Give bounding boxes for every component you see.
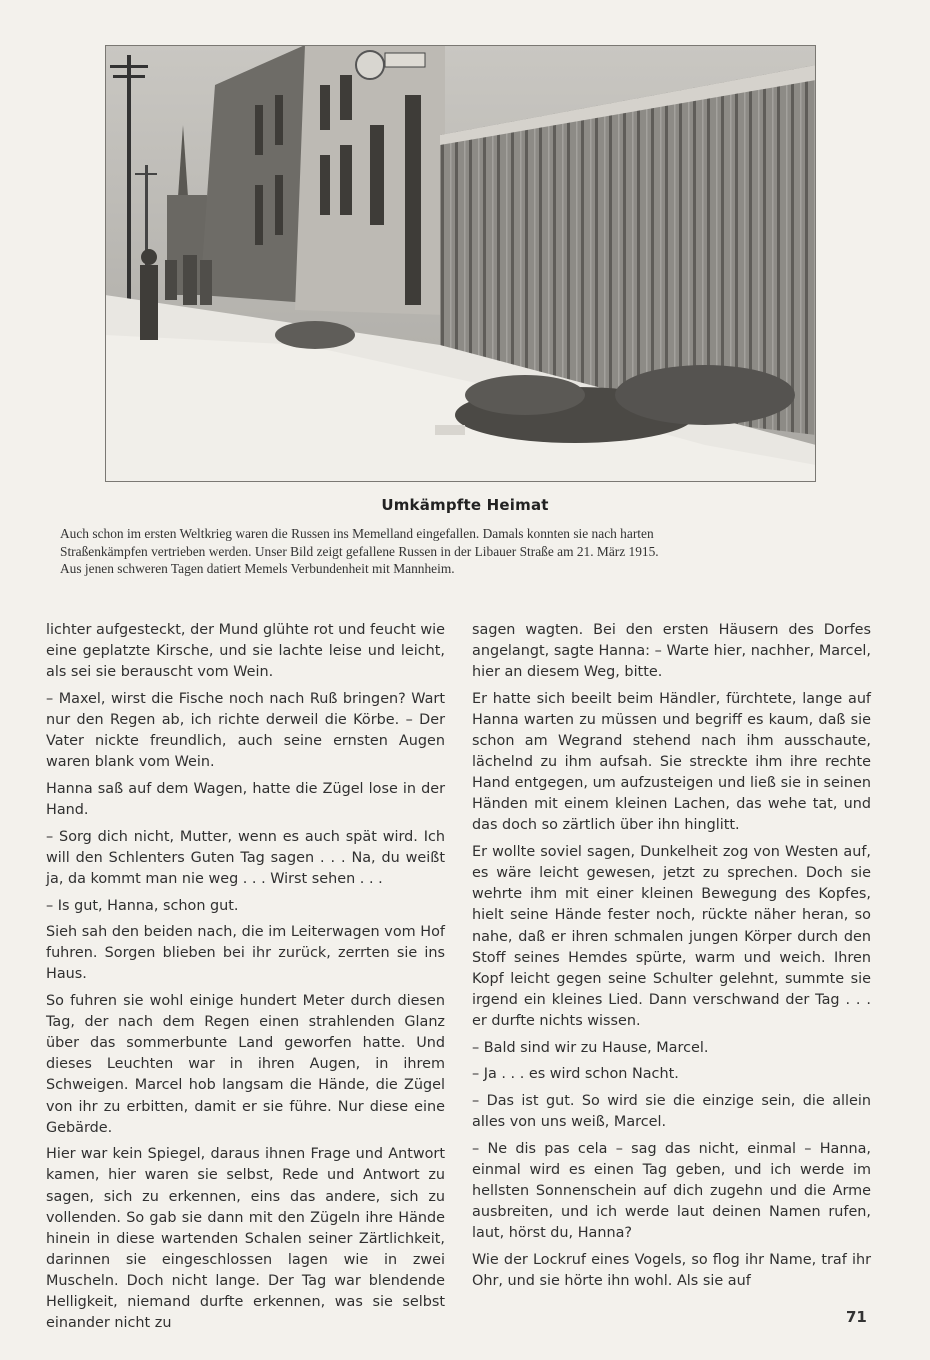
paragraph: Hanna saß auf dem Wagen, hatte die Zügel lose in der Hand. — [46, 780, 445, 818]
paragraph: Er wollte soviel sagen, Dunkelheit zog von Westen auf, es wäre leicht gewesen, jetzt zu sprechen. Doch sie wehrte ihm mit einer kleinen Bewegung des Kopfes, hielt seine Hände fester noch, rückte näher heran, so nahe, daß er ihren schmalen jungen Körper durch den Stoff seines Hemdes spürte, warm und weich. Ihren Kopf leicht gegen seine Schulter gelehnt, summte sie irgend ein kleines Lied. Dann verschwand der Tag . . . er durfte nichts wissen. — [472, 844, 871, 1029]
historical-street-photo-icon — [105, 45, 816, 482]
paragraph: sagen wagten. Bei den ersten Häusern des Dorfes angelangt, sagte Hanna: – Warte hier, nachher, Marcel, hier an diesem Weg, bitte. — [472, 622, 871, 681]
paragraph: – Das ist gut. So wird sie die einzige sein, die allein alles von uns weiß, Marcel. — [472, 1092, 871, 1131]
paragraph: – Is gut, Hanna, schon gut. — [46, 897, 239, 914]
paragraph: lichter aufgesteckt, der Mund glühte rot und feucht wie eine geplatzte Kirsche, und sie lachte leise und leicht, als sei sie berauscht vom Wein. — [46, 622, 445, 681]
paragraph: – Maxel, wirst die Fische noch nach Ruß bringen? Wart nur den Regen ab, ich richte derweil die Körbe. – Der Vater nickte freundlich, auch seine ernsten Augen waren blank vom Wein. — [46, 690, 445, 771]
page-number: 71 — [846, 1308, 867, 1326]
paragraph: So fuhren sie wohl einige hundert Meter durch diesen Tag, der nach dem Regen einen strahlenden Glanz über das sommerbunte Land geworfen hatte. Und dieses Leuchten war in ihren Augen, in ihrem Schweigen. Marcel hob langsam die Hände, die Zügel von ihr zu erbitten, damit er sie führe. Nur diese eine Gebärde. — [46, 993, 445, 1136]
caption-title: Umkämpfte Heimat — [381, 496, 549, 514]
paragraph: – Ne dis pas cela – sag das nicht, einmal – Hanna, einmal wird es einen Tag geben, und ich werde im hellsten Sonnenschein auf dich zugehn und die Arme ausbreiten, und ich werde laut deinen Namen rufen, laut, hörst du, Hanna? — [472, 1140, 871, 1242]
right-column — [472, 620, 871, 1298]
paragraph: – Ja . . . es wird schon Nacht. — [472, 1066, 679, 1083]
paragraph: Wie der Lockruf eines Vogels, so flog ihr Name, traf ihr Ohr, und sie hörte ihn wohl. Als sie auf — [472, 1251, 871, 1289]
paragraph: Sieh sah den beiden nach, die im Leiterwagen vom Hof fuhren. Sorgen blieben bei ihr zurück, zerrten sie ins Haus. — [46, 924, 445, 983]
caption-text — [60, 525, 872, 578]
caption-line: Straßenkämpfen vertrieben werden. Unser Bild zeigt gefallene Russen in der Libauer Straße am 21. März 1915. — [60, 543, 659, 559]
street-photo — [105, 45, 816, 482]
paragraph: Er hatte sich beeilt beim Händler, fürchtete, lange auf Hanna warten zu müssen und begriff es kaum, daß sie schon am Wegrand stehend nach ihm ausschaute, lächelnd zu ihm aufsah. Sie streckte ihm ihre rechte Hand entgegen, um aufzusteigen und ließ sie in seinen Händen mit einem kleinen Lachen, das wehe tat, und das doch so zärtlich über ihn hinglitt. — [472, 690, 871, 834]
left-column — [46, 620, 445, 1340]
caption-line: Aus jenen schweren Tagen datiert Memels Verbundenheit mit Mannheim. — [60, 561, 455, 576]
paragraph: Hier war kein Spiegel, daraus ihnen Frage und Antwort kamen, hier waren sie selbst, Rede und Antwort zu sagen, sich zu erkennen, eins das andere, sich zu vollenden. So gab sie dann mit den Zügeln ihre Hände hinein in diese wartenden Schalen seiner Zärtlichkeit, darinnen sie eingeschlossen lagen wie in zwei Muscheln. Doch nicht lange. Der Tag war blendende Helligkeit, niemand durfte erkennen, was sie selbst einander nicht zu — [46, 1146, 445, 1332]
paragraph: – Sorg dich nicht, Mutter, wenn es auch spät wird. Ich will den Schlenters Guten Tag sagen . . . Na, du weißt ja, da kommt man nie weg . . . Wirst sehen . . . — [46, 828, 445, 887]
paragraph: – Bald sind wir zu Hause, Marcel. — [472, 1039, 709, 1056]
caption-line: Auch schon im ersten Weltkrieg waren die Russen ins Memelland eingefallen. Damals konnten sie nach harten — [60, 526, 654, 541]
